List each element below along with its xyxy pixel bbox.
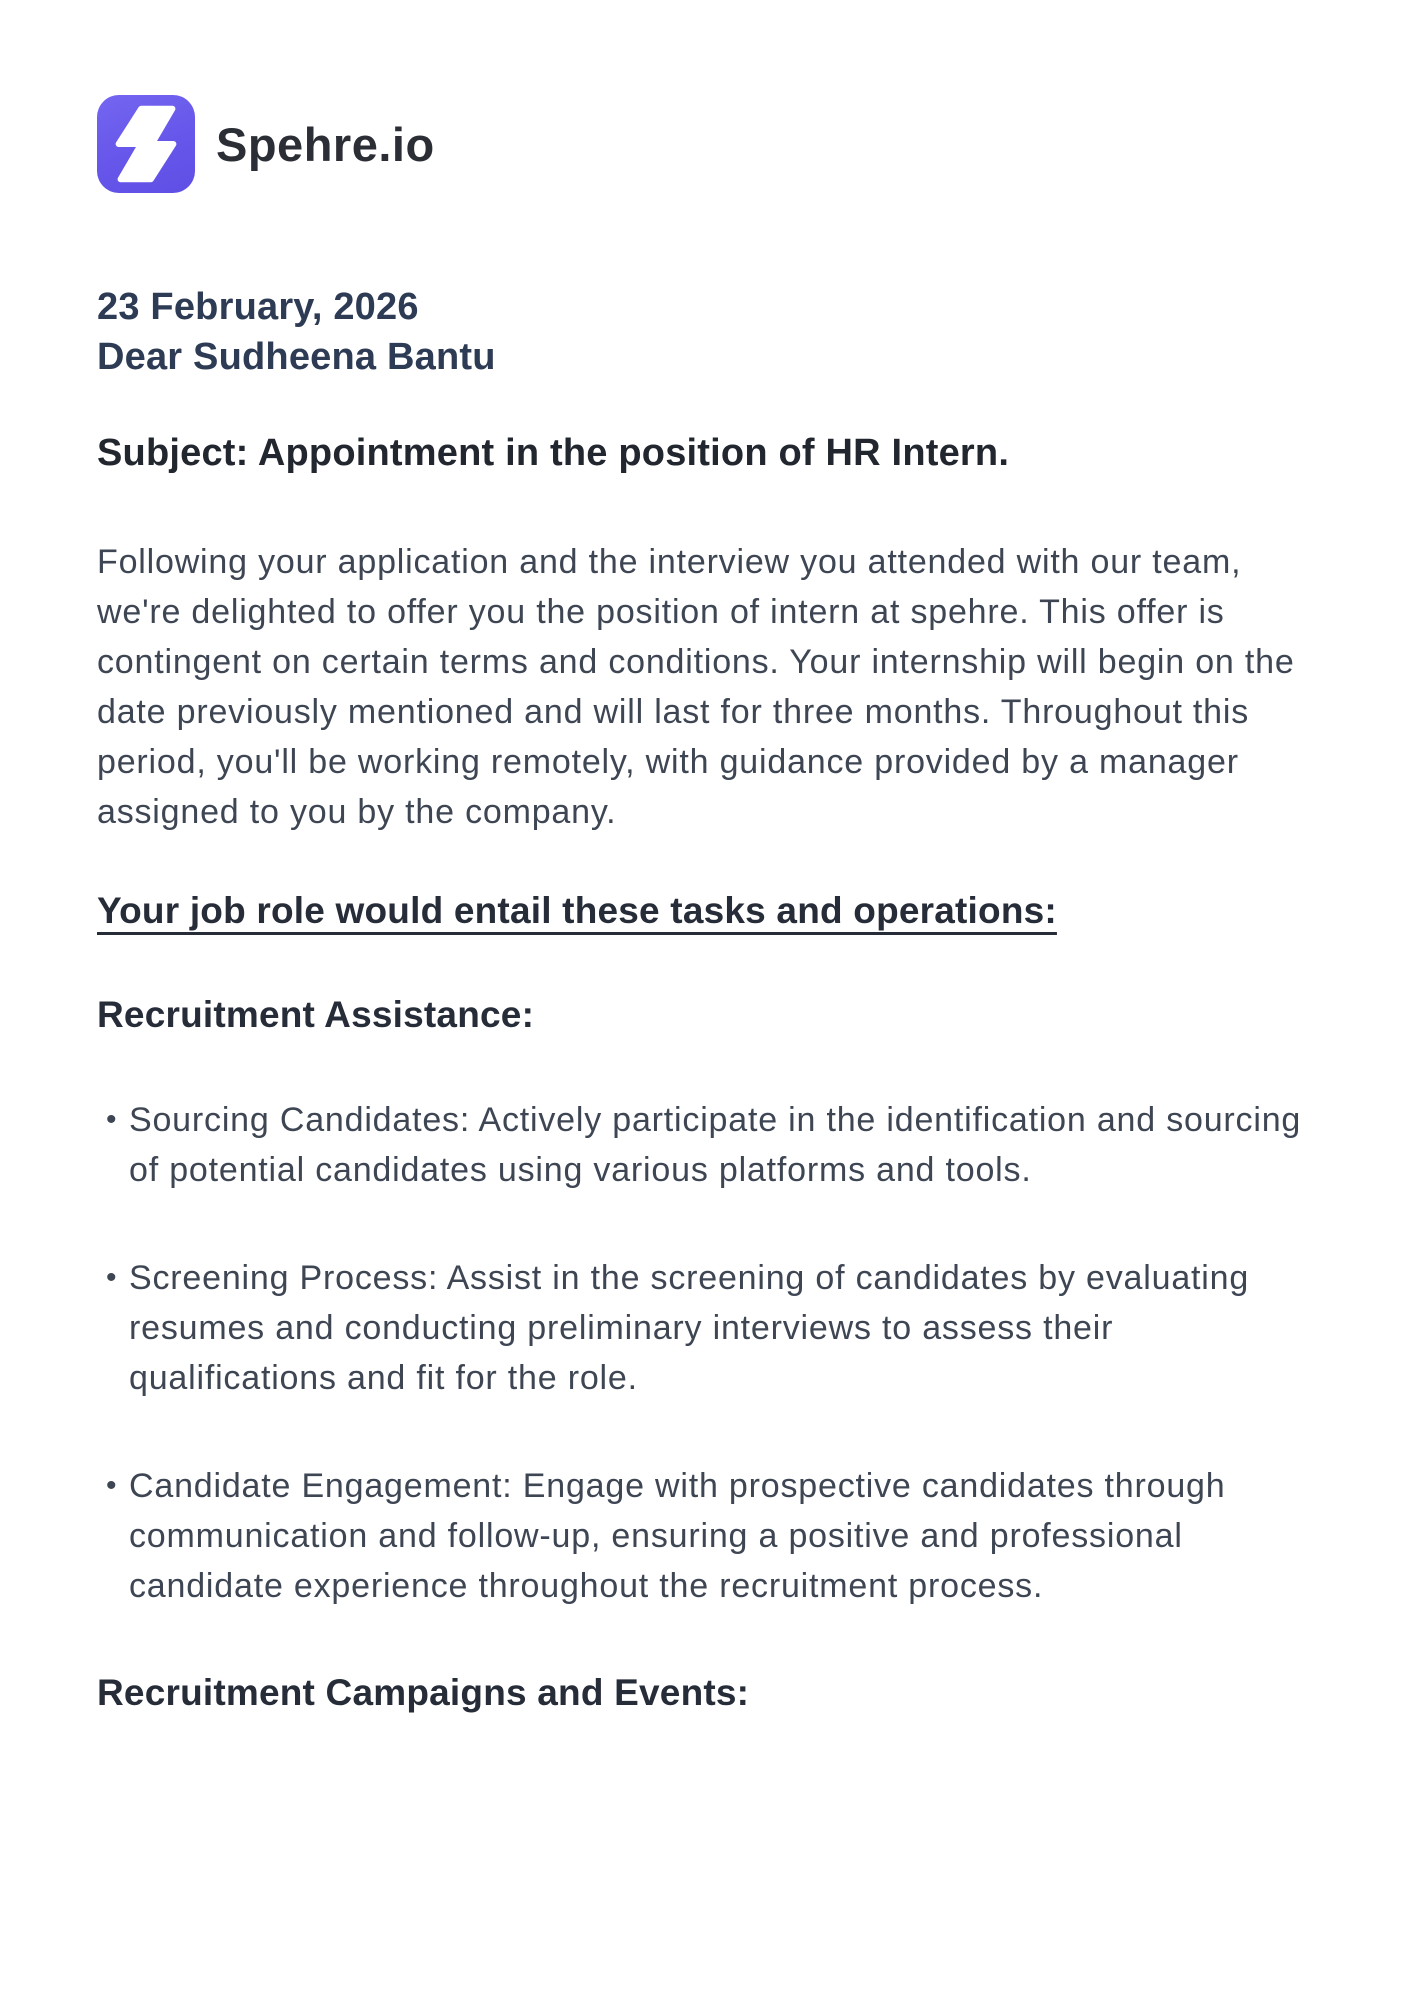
bullet-icon: • (106, 1469, 117, 1502)
bullet-icon: • (106, 1103, 117, 1136)
recruitment-assistance-list (97, 1095, 1329, 1611)
list-item (97, 1095, 1329, 1195)
letter-greeting: Dear Sudheena Bantu (97, 336, 496, 378)
brand-header (97, 95, 1329, 193)
list-item (97, 1253, 1329, 1403)
bullet-text-candidate-engagement: Candidate Engagement: Engage with prospective candidates through communication and follow-up, ensuring a positive and professional candidate experience throughout the recruitment process. (129, 1467, 1226, 1605)
list-item (97, 1461, 1329, 1611)
intro-paragraph: Following your application and the interview you attended with our team, we're delighted to offer you the position of intern at spehre. This offer is contingent on certain terms and conditions. Your internship will begin on the date previously mentioned and will last for three months. Throughout this period, you'll be working remotely, with guidance provided by a manager assigned to you by the company. (97, 543, 1295, 831)
bullet-icon: • (106, 1261, 117, 1294)
bullet-text-sourcing-candidates: Sourcing Candidates: Actively participate in the identification and sourcing of potential candidates using various platforms and tools. (129, 1101, 1302, 1189)
date-greeting-block (97, 282, 1329, 382)
section-title-recruitment-assistance: Recruitment Assistance: (97, 994, 535, 1035)
bullet-text-screening-process: Screening Process: Assist in the screening of candidates by evaluating resumes and conducting preliminary interviews to assess their qualifications and fit for the role. (129, 1259, 1250, 1397)
brand-name: Spehre.io (216, 117, 435, 171)
section-title-recruitment-campaigns: Recruitment Campaigns and Events: (97, 1672, 750, 1713)
spehre-logo-icon (97, 95, 195, 193)
s-bolt-icon (97, 95, 195, 193)
subject-line: Subject: Appointment in the position of HR Intern. (97, 432, 1010, 474)
tasks-heading: Your job role would entail these tasks and operations: (97, 890, 1057, 931)
letter-date: 23 February, 2026 (97, 286, 419, 328)
